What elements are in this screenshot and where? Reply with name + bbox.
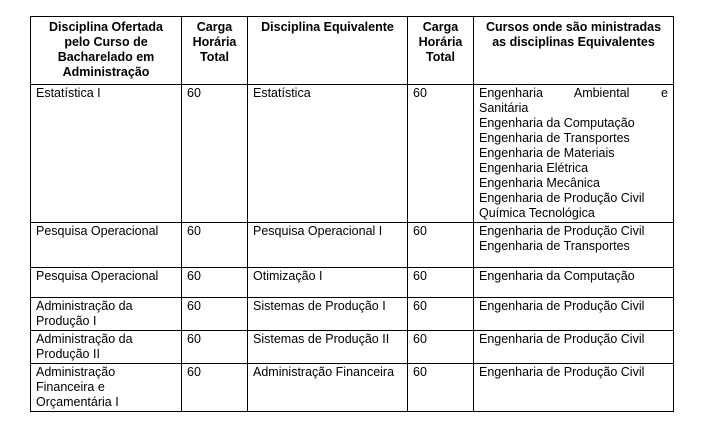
cell-disciplina: Pesquisa Operacional bbox=[31, 268, 182, 298]
table-row bbox=[31, 85, 674, 223]
cell-cursos bbox=[474, 85, 674, 223]
curso-item: Engenharia da Computação bbox=[479, 116, 635, 130]
cell-cursos bbox=[474, 298, 674, 331]
cell-equivalente: Pesquisa Operacional I bbox=[248, 223, 408, 268]
cell-equivalente: Otimização I bbox=[248, 268, 408, 298]
cell-disciplina: Estatística I bbox=[31, 85, 182, 223]
cell-equivalente: Administração Financeira bbox=[248, 364, 408, 412]
curso-item: Química Tecnológica bbox=[479, 206, 595, 220]
cell-equivalente: Sistemas de Produção I bbox=[248, 298, 408, 331]
cell-carga-equivalente: 60 bbox=[408, 298, 474, 331]
curso-item: Engenharia Elétrica bbox=[479, 161, 589, 175]
table-row bbox=[31, 223, 674, 268]
cell-carga-equivalente: 60 bbox=[408, 268, 474, 298]
cell-carga: 60 bbox=[182, 364, 248, 412]
cell-carga: 60 bbox=[182, 223, 248, 268]
cell-disciplina: Administração Financeira e Orçamentária I bbox=[31, 364, 182, 412]
header-disciplina-equivalente: Disciplina Equivalente bbox=[248, 17, 408, 85]
table-header-row bbox=[31, 17, 674, 85]
curso-item: Engenharia de Produção Civil bbox=[479, 191, 645, 205]
header-disciplina-ofertada: Disciplina Ofertada pelo Curso de Bacharelado em Administração bbox=[31, 17, 182, 85]
header-carga-horaria: Carga Horária Total bbox=[182, 17, 248, 85]
table-row bbox=[31, 298, 674, 331]
cell-carga-equivalente: 60 bbox=[408, 223, 474, 268]
cell-disciplina: Administração da Produção II bbox=[31, 331, 182, 364]
curso-item: Engenharia de Produção Civil bbox=[479, 332, 645, 346]
curso-item: Engenharia da Computação bbox=[479, 269, 635, 283]
cell-equivalente: Sistemas de Produção II bbox=[248, 331, 408, 364]
cell-carga: 60 bbox=[182, 85, 248, 223]
equivalence-table bbox=[30, 16, 674, 412]
curso-item: Engenharia de Transportes bbox=[479, 131, 630, 145]
cell-cursos bbox=[474, 364, 674, 412]
cell-cursos bbox=[474, 223, 674, 268]
cell-equivalente: Estatística bbox=[248, 85, 408, 223]
cell-disciplina: Pesquisa Operacional bbox=[31, 223, 182, 268]
cell-carga: 60 bbox=[182, 268, 248, 298]
header-cursos: Cursos onde são ministradas as disciplinas Equivalentes bbox=[474, 17, 674, 85]
cell-disciplina: Administração da Produção I bbox=[31, 298, 182, 331]
cell-cursos bbox=[474, 268, 674, 298]
cell-cursos bbox=[474, 331, 674, 364]
cell-carga: 60 bbox=[182, 298, 248, 331]
curso-item: Sanitária bbox=[479, 101, 529, 115]
curso-item: Engenharia de Materiais bbox=[479, 146, 615, 160]
table-row bbox=[31, 331, 674, 364]
curso-item: Engenharia Mecânica bbox=[479, 176, 600, 190]
curso-item: Engenharia de Produção Civil bbox=[479, 299, 645, 313]
cell-carga-equivalente: 60 bbox=[408, 85, 474, 223]
table-row bbox=[31, 364, 674, 412]
curso-item: Engenharia Ambiental e bbox=[479, 86, 668, 100]
table-row bbox=[31, 268, 674, 298]
cell-carga: 60 bbox=[182, 331, 248, 364]
cell-carga-equivalente: 60 bbox=[408, 364, 474, 412]
curso-item: Engenharia de Produção Civil bbox=[479, 224, 645, 238]
curso-item: Engenharia de Produção Civil bbox=[479, 365, 645, 379]
curso-item: Engenharia de Transportes bbox=[479, 239, 630, 253]
header-carga-horaria-equivalente: Carga Horária Total bbox=[408, 17, 474, 85]
cell-carga-equivalente: 60 bbox=[408, 331, 474, 364]
